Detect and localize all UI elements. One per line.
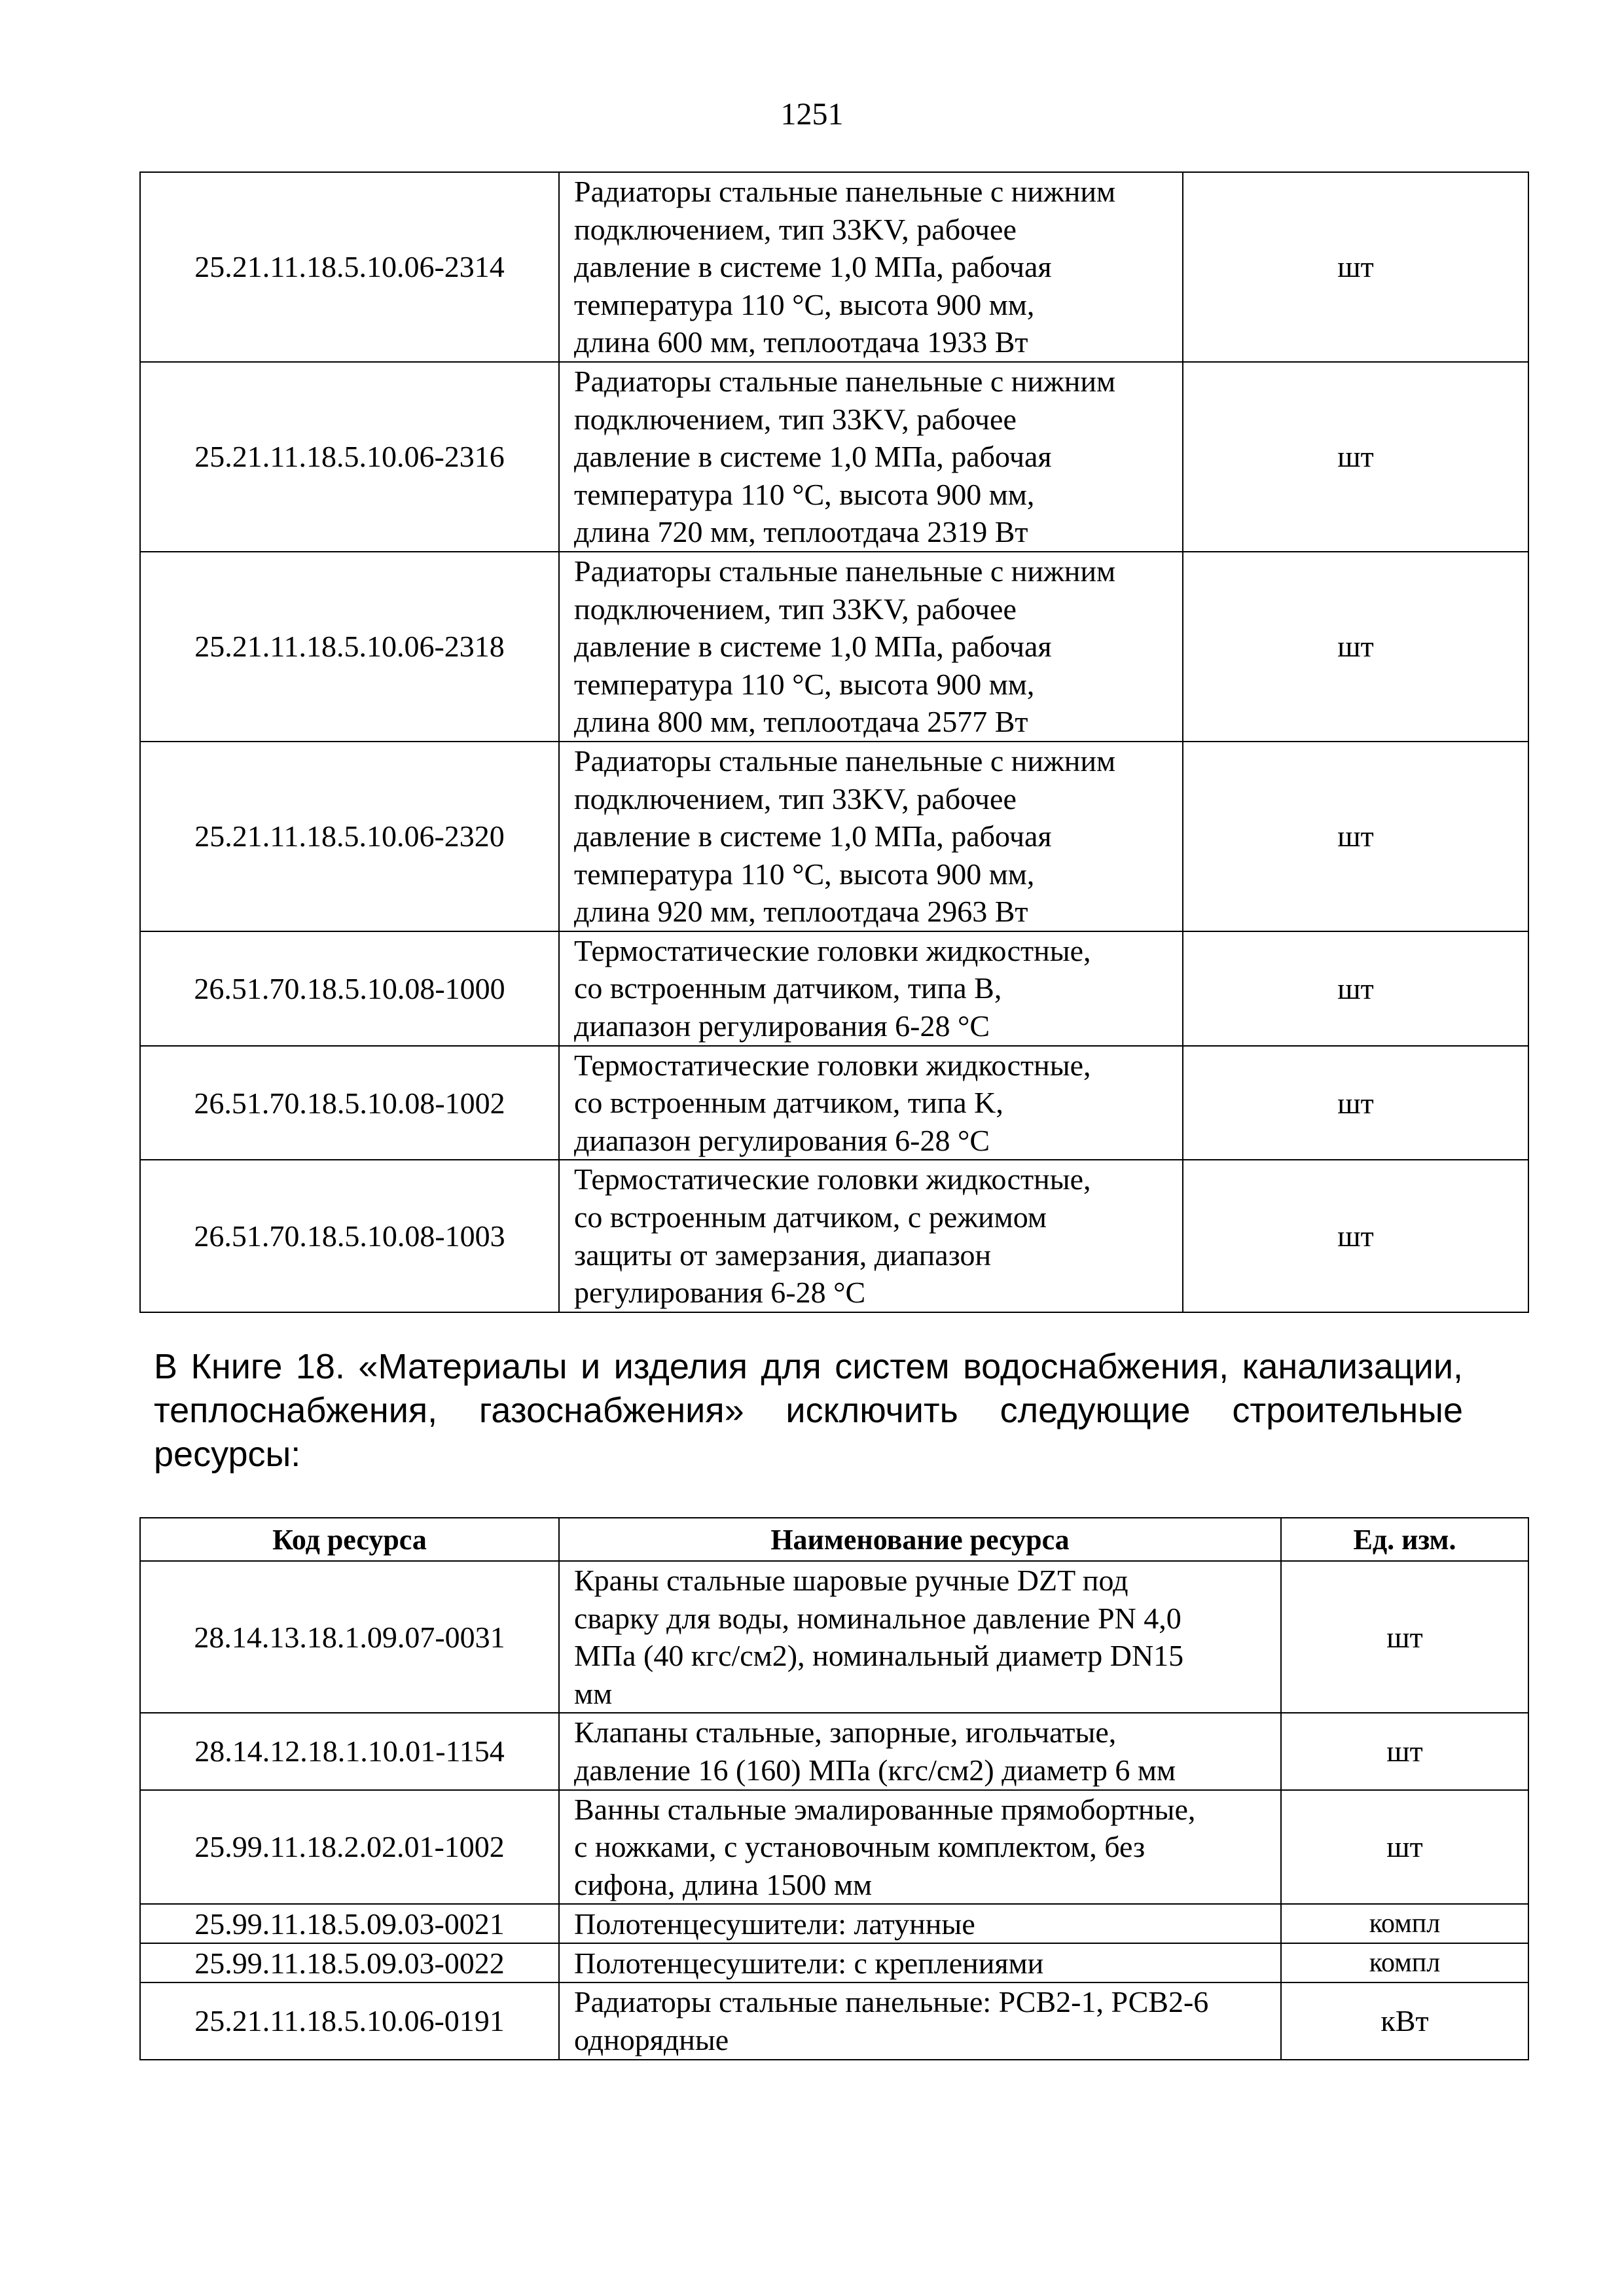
resource-code: 26.51.70.18.5.10.08-1000 <box>140 931 559 1046</box>
resource-name: Радиаторы стальные панельные с нижним подключением, тип 33KV, рабочее давление в системе 1,0 МПа, рабочая температура 110 °C, высота 900 мм, длина 920 мм, теплоотдача 2963 Вт <box>559 742 1183 931</box>
resource-code: 25.99.11.18.5.09.03-0022 <box>140 1943 559 1982</box>
resource-name: Клапаны стальные, запорные, игольчатые, давление 16 (160) МПа (кгс/см2) диаметр 6 мм <box>559 1713 1281 1789</box>
page-number: 1251 <box>780 97 844 132</box>
resource-unit: шт <box>1281 1561 1528 1713</box>
resource-unit: компл <box>1281 1943 1528 1982</box>
header-code: Код ресурса <box>140 1518 559 1561</box>
excluded-resources-table <box>139 1517 1529 2060</box>
resource-name: Радиаторы стальные панельные с нижним подключением, тип 33KV, рабочее давление в системе 1,0 МПа, рабочая температура 110 °C, высота 900 мм, длина 720 мм, теплоотдача 2319 Вт <box>559 362 1183 552</box>
resource-code: 25.99.11.18.5.09.03-0021 <box>140 1904 559 1943</box>
resource-name: Радиаторы стальные панельные с нижним подключением, тип 33KV, рабочее давление в системе 1,0 МПа, рабочая температура 110 °C, высота 900 мм, длина 800 мм, теплоотдача 2577 Вт <box>559 552 1183 742</box>
table-row <box>140 1790 1528 1905</box>
header-unit: Ед. изм. <box>1281 1518 1528 1561</box>
resource-code: 26.51.70.18.5.10.08-1002 <box>140 1046 559 1160</box>
table-row <box>140 1561 1528 1713</box>
table-row <box>140 1713 1528 1789</box>
table-row <box>140 931 1528 1046</box>
table-row <box>140 1046 1528 1160</box>
resource-unit: шт <box>1183 1160 1528 1312</box>
table-row <box>140 1904 1528 1943</box>
resource-unit: шт <box>1183 172 1528 362</box>
table-row <box>140 1982 1528 2059</box>
resource-code: 25.99.11.18.2.02.01-1002 <box>140 1790 559 1905</box>
resource-code: 26.51.70.18.5.10.08-1003 <box>140 1160 559 1312</box>
resource-name: Термостатические головки жидкостные, со встроенным датчиком, типа K, диапазон регулирования 6-28 °C <box>559 1046 1183 1160</box>
resource-name: Полотенцесушители: латунные <box>559 1904 1281 1943</box>
resource-name: Радиаторы стальные панельные: РСВ2-1, РСВ2-6 однорядные <box>559 1982 1281 2059</box>
table-row <box>140 742 1528 931</box>
resource-unit: шт <box>1281 1790 1528 1905</box>
resource-code: 25.21.11.18.5.10.06-2318 <box>140 552 559 742</box>
resource-name: Ванны стальные эмалированные прямобортные, с ножками, с установочным комплектом, без сифона, длина 1500 мм <box>559 1790 1281 1905</box>
resource-unit: шт <box>1281 1713 1528 1789</box>
header-name: Наименование ресурса <box>559 1518 1281 1561</box>
table-row <box>140 172 1528 362</box>
resource-unit: шт <box>1183 362 1528 552</box>
table-header-row <box>140 1518 1528 1561</box>
resource-code: 28.14.13.18.1.09.07-0031 <box>140 1561 559 1713</box>
resources-table-continued <box>139 171 1529 1313</box>
resource-code: 25.21.11.18.5.10.06-2316 <box>140 362 559 552</box>
resource-code: 25.21.11.18.5.10.06-0191 <box>140 1982 559 2059</box>
resource-name: Радиаторы стальные панельные с нижним подключением, тип 33KV, рабочее давление в системе 1,0 МПа, рабочая температура 110 °C, высота 900 мм, длина 600 мм, теплоотдача 1933 Вт <box>559 172 1183 362</box>
table-row <box>140 1943 1528 1982</box>
resource-unit: кВт <box>1281 1982 1528 2059</box>
resource-name: Термостатические головки жидкостные, со встроенным датчиком, с режимом защиты от замерзания, диапазон регулирования 6-28 °C <box>559 1160 1183 1312</box>
table-row <box>140 362 1528 552</box>
table-row <box>140 1160 1528 1312</box>
resource-name: Полотенцесушители: с креплениями <box>559 1943 1281 1982</box>
resource-code: 25.21.11.18.5.10.06-2314 <box>140 172 559 362</box>
resource-unit: шт <box>1183 742 1528 931</box>
table-row <box>140 552 1528 742</box>
resource-unit: шт <box>1183 1046 1528 1160</box>
resource-unit: шт <box>1183 552 1528 742</box>
resource-unit: компл <box>1281 1904 1528 1943</box>
resource-code: 25.21.11.18.5.10.06-2320 <box>140 742 559 931</box>
resource-code: 28.14.12.18.1.10.01-1154 <box>140 1713 559 1789</box>
exclusion-paragraph: В Книге 18. «Материалы и изделия для систем водоснабжения, канализации, теплоснабжения, газоснабжения» исключить следующие строительные ресурсы: <box>154 1347 1463 1474</box>
resource-name: Краны стальные шаровые ручные DZT под сварку для воды, номинальное давление PN 4,0 МПа (40 кгс/см2), номинальный диаметр DN15 мм <box>559 1561 1281 1713</box>
resource-name: Термостатические головки жидкостные, со встроенным датчиком, типа B, диапазон регулирования 6-28 °C <box>559 931 1183 1046</box>
resource-unit: шт <box>1183 931 1528 1046</box>
